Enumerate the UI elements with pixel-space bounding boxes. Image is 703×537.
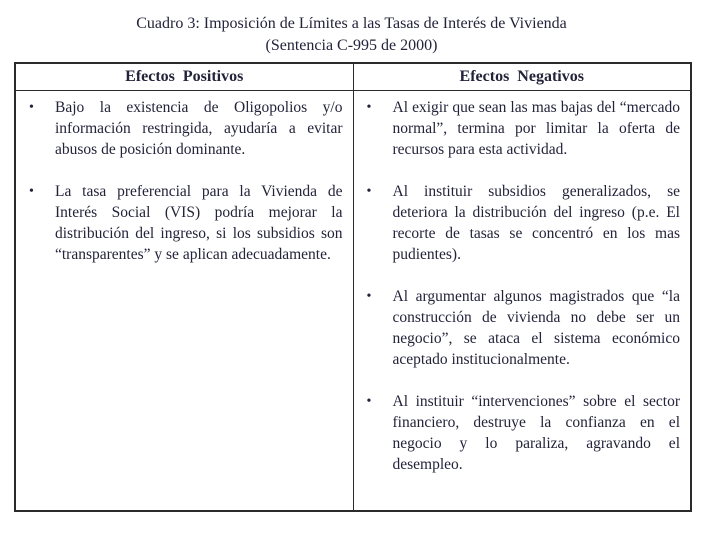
list-item	[16, 97, 353, 160]
positive-effects-header: Efectos Positivos	[15, 63, 353, 91]
caption-line-1: Cuadro 3: Imposición de Límites a las Tasas de Interés de Vivienda	[136, 15, 567, 32]
bullet-icon: •	[366, 184, 372, 199]
bullet-icon: •	[366, 289, 372, 304]
list-item	[354, 391, 691, 475]
bullet-text: Al instituir “intervenciones” sobre el sector financiero, destruye la confianza en el negocio y lo paraliza, agravando el desempleo.	[392, 393, 680, 473]
list-item	[16, 181, 353, 265]
bullet-text: Al argumentar algunos magistrados que “la construcción de vivienda no debe ser un negocio”, se ataca el sistema económico aceptado institucionalmente.	[392, 288, 680, 368]
bullet-icon: •	[29, 100, 34, 115]
positive-effects-cell	[15, 91, 353, 512]
negative-effects-header: Efectos Negativos	[353, 63, 691, 91]
bullet-text: Al exigir que sean las mas bajas del “mercado normal”, termina por limitar la oferta de recursos para esta actividad.	[392, 99, 680, 158]
header-row	[15, 63, 691, 91]
list-item	[354, 97, 691, 160]
bullet-text: Al instituir subsidios generalizados, se deteriora la distribución del ingreso (p.e. El recorte de tasas se concentró en los mas pudientes).	[392, 183, 680, 263]
bullet-text: Bajo la existencia de Oligopolios y/o información restringida, ayudaría a evitar abusos de posición dominante.	[55, 99, 343, 158]
bullet-icon: •	[366, 394, 372, 409]
body-row	[15, 91, 691, 512]
bullet-icon: •	[366, 100, 372, 115]
positive-effects-list	[16, 97, 353, 265]
effects-table	[14, 62, 692, 512]
bullet-icon: •	[29, 184, 34, 199]
caption-line-2: (Sentencia C-995 de 2000)	[265, 37, 438, 54]
negative-effects-cell	[353, 91, 691, 512]
list-item	[354, 286, 691, 370]
bullet-text: La tasa preferencial para la Vivienda de Interés Social (VIS) podría mejorar la distribución del ingreso, si los subsidios son “transparentes” y se aplican adecuadamente.	[55, 183, 343, 263]
table-caption	[0, 0, 703, 57]
negative-effects-list	[354, 97, 691, 475]
list-item	[354, 181, 691, 265]
